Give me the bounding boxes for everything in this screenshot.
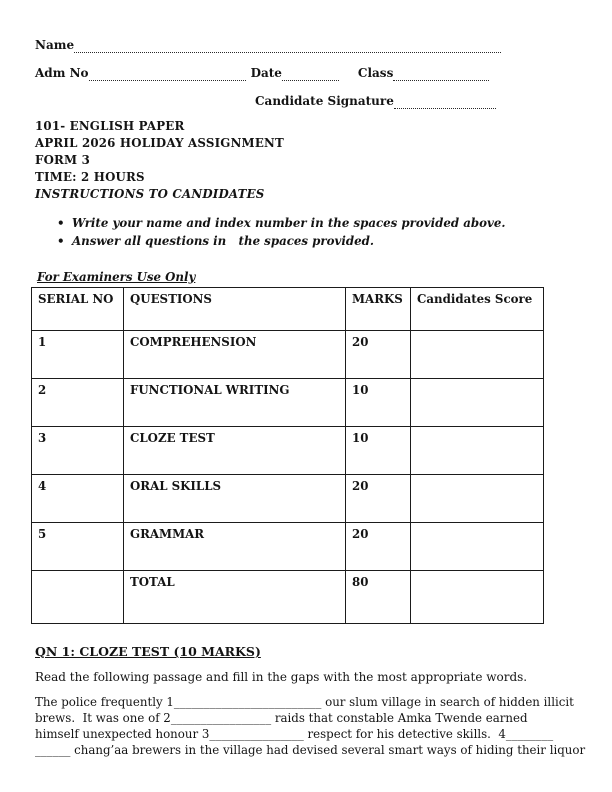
col-header-marks: MARKS [346,288,411,331]
marks-cell: 10 [346,427,411,475]
class-fill-line[interactable] [393,77,489,81]
table-row [32,331,544,379]
signature-fill-line[interactable] [394,105,496,109]
question-cell: GRAMMAR [124,523,346,571]
passage-line: ______ chang’aa brewers in the village had devised several smart ways of hiding their liquor [35,743,586,757]
col-header-score: Candidates Score [411,288,544,331]
name-fill-line[interactable] [74,49,501,53]
table-header-row [32,288,544,331]
marks-cell: 20 [346,475,411,523]
question-cell: FUNCTIONAL WRITING [124,379,346,427]
instruction-item [35,214,578,232]
question1-instruction: Read the following passage and fill in the gaps with the most appropriate words. [35,670,528,684]
table-row [32,523,544,571]
instructions-heading: INSTRUCTIONS TO CANDIDATES [35,187,265,201]
question-cell: COMPREHENSION [124,331,346,379]
score-cell[interactable] [411,427,544,475]
instructions-list [35,214,578,250]
serial-cell: 1 [32,331,124,379]
marks-cell: 20 [346,331,411,379]
paper-code-title: 101- ENGLISH PAPER [35,119,185,133]
date-fill-line[interactable] [282,77,339,81]
table-row [32,379,544,427]
col-header-questions: QUESTIONS [124,288,346,331]
instruction-text: Answer all questions in the spaces provided. [72,234,374,248]
examiners-table-caption: For Examiners Use Only [37,270,196,284]
date-label: Date [250,66,282,80]
question-cell: ORAL SKILLS [124,475,346,523]
marks-cell: 10 [346,379,411,427]
score-cell[interactable] [411,571,544,624]
question-cell: CLOZE TEST [124,427,346,475]
serial-cell: 3 [32,427,124,475]
bullet-icon: • [57,234,65,248]
serial-cell: 4 [32,475,124,523]
score-cell[interactable] [411,475,544,523]
instruction-item [35,232,578,250]
col-header-serial: SERIAL NO [32,288,124,331]
marks-cell: 80 [346,571,411,624]
name-label: Name [35,38,75,52]
cloze-passage [35,694,586,758]
table-total-row [32,571,544,624]
passage-line: brews. It was one of 2_________________ raids that constable Amka Twende earned [35,711,528,725]
examiners-table [31,287,544,624]
serial-cell: 5 [32,523,124,571]
adm-no-fill-line[interactable] [89,77,246,81]
passage-line: himself unexpected honour 3________________ respect for his detective skills. 4________ [35,727,554,741]
bullet-icon: • [57,216,65,230]
instruction-text: Write your name and index number in the spaces provided above. [72,216,506,230]
question1-heading: QN 1: CLOZE TEST (10 MARKS) [35,644,261,659]
form-level: FORM 3 [35,153,91,167]
assignment-title: APRIL 2026 HOLIDAY ASSIGNMENT [35,136,284,150]
signature-row [35,94,578,109]
table-row [32,427,544,475]
score-cell[interactable] [411,331,544,379]
passage-line: The police frequently 1_________________________ our slum village in search of hidden illicit [35,695,574,709]
serial-cell [32,571,124,624]
time-allowed: TIME: 2 HOURS [35,170,145,184]
marks-cell: 20 [346,523,411,571]
adm-no-label: Adm No [35,66,89,80]
class-label: Class [357,66,394,80]
name-field-row [35,38,501,53]
question-cell: TOTAL [124,571,346,624]
adm-date-class-row [35,66,502,81]
score-cell[interactable] [411,379,544,427]
table-row [32,475,544,523]
candidate-signature-label: Candidate Signature [255,94,394,108]
title-block [35,118,578,203]
score-cell[interactable] [411,523,544,571]
serial-cell: 2 [32,379,124,427]
